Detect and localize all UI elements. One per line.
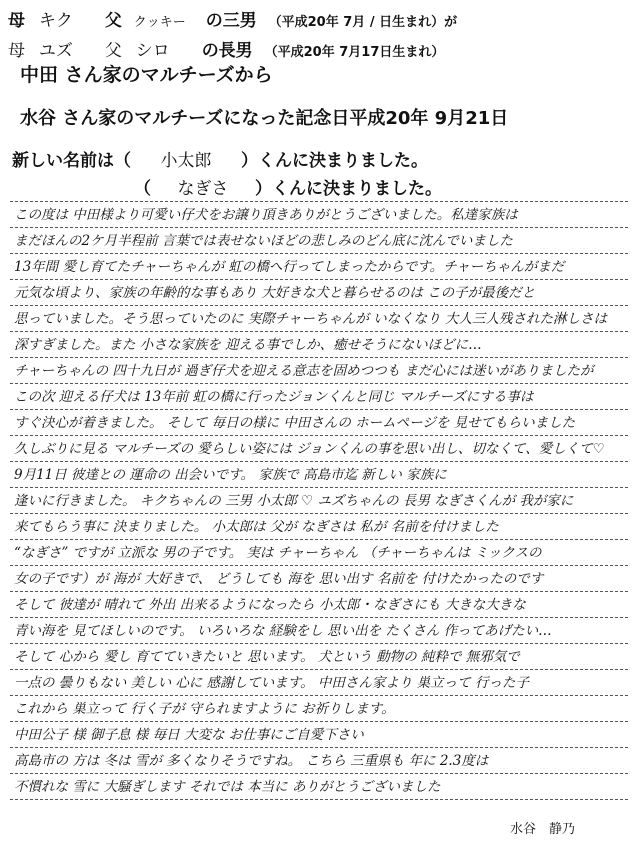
ruled-line: [10, 487, 628, 488]
new-name-nagisa: なぎさ: [177, 179, 229, 199]
ruled-line: [10, 383, 628, 384]
ruled-line: [10, 513, 628, 514]
ruled-line: [10, 773, 628, 774]
letter-line: “なぎさ” ですが 立派な 男の子です。 実は チャーちゃん （チャーちゃんは ミックスの: [14, 545, 542, 561]
name-suffix: ）くんに決まりました。: [255, 179, 442, 199]
letter-line: 来てもらう事に 決まりました。 小太郎は 父が なぎさは 私が 名前を付けました: [14, 519, 499, 535]
letter-line: 元気な頃より、家族の年齢的な事もあり 大好きな犬と暮らせるのは この子が最後だと: [14, 285, 536, 301]
name-suffix: ）くんに決まりました。: [241, 151, 428, 171]
father-name: シロ: [135, 41, 170, 61]
ruled-line: [10, 565, 628, 566]
ruled-line: [10, 409, 628, 410]
ruled-line: [10, 799, 628, 800]
letter-line: この度は 中田様より可愛い仔犬をお譲り頂きありがとうございました。私達家族は: [14, 207, 518, 223]
letter-line: すぐ決心が着きました。 そして 毎日の様に 中田さんの ホームページを 見せてもらいました: [14, 415, 576, 431]
letter-line: 一点の 曇りもない 美しい 心に 感謝しています。 中田さん家より 巣立って 行った子: [14, 675, 529, 691]
name-prefix: （: [134, 179, 151, 199]
ruled-line: [10, 461, 628, 462]
ruled-line: [10, 747, 628, 748]
letter-line: 13年間 愛し育てたチャーちゃんが 虹の橋へ行ってしまったからです。チャーちゃんがまだ: [14, 259, 565, 275]
letter-line: 久しぶりに見る マルチーズの 愛らしい姿には ジョンくんの事を思い出し、切なくて、愛しくて♡: [14, 441, 605, 457]
relation: の三男: [205, 11, 257, 31]
letter-line: 深すぎました。また 小さな家族を 迎える事でしか、癒せそうにないほどに…: [14, 337, 482, 353]
signature: 水谷 静乃: [510, 822, 576, 837]
header-line-2: [8, 36, 444, 61]
letter-line: 不慣れな 雪に 大騒ぎします それでは 本当に ありがとうございました: [14, 779, 441, 795]
letter-line: まだほんの2ケ月半程前 言葉では表せないほどの悲しみのどん底に沈んでいました: [14, 233, 513, 249]
mother-label: 母: [8, 41, 25, 61]
ruled-line: [10, 721, 628, 722]
ruled-line: [10, 695, 628, 696]
letter-line: 女の子です）が 海が 大好きで、 どうしても 海を 思い出す 名前を 付けたかったのです: [14, 571, 544, 587]
ruled-line: [10, 539, 628, 540]
ruled-line: [10, 357, 628, 358]
new-name-kotaro: 小太郎: [160, 151, 212, 171]
mother-label: 母: [8, 11, 25, 31]
letter-line: 逢いに行きました。 キクちゃんの 三男 小太郎 ♡ ユズちゃんの 長男 なぎさくんが 我が家に: [14, 493, 574, 509]
mother-name: ユズ: [38, 41, 73, 61]
header-line-4: 水谷 さん家のマルチーズになった記念日平成20年 9月21日: [20, 108, 509, 129]
ruled-line: [10, 643, 628, 644]
header-line-3: 中田 さん家のマルチーズから: [20, 64, 273, 86]
letter-line: 高島市の 方は 冬は 雪が 多くなりそうですね。 こちら 三重県も 年に 2.3度は: [14, 753, 489, 769]
ruled-line: [10, 435, 628, 436]
letter-line: そして 心から 愛し 育てていきたいと 思います。 犬という 動物の 純粋で 無邪気で: [14, 649, 520, 665]
relation: の長男: [201, 41, 253, 61]
ruled-line: [10, 591, 628, 592]
ruled-line: [10, 331, 628, 332]
letter-line: チャーちゃんの 四十九日が 過ぎ仔犬を迎える意志を固めつつも まだ心には迷いがありましたが: [14, 363, 594, 379]
ruled-line: [10, 201, 628, 202]
letter-line: 中田公子 様 御子息 様 毎日 大変な お仕事にご自愛下さい: [14, 727, 364, 743]
ruled-line: [10, 669, 628, 670]
ruled-line: [10, 227, 628, 228]
ruled-line: [10, 279, 628, 280]
name-prefix: 新しい名前は（: [12, 151, 131, 171]
ruled-line: [10, 253, 628, 254]
father-label: 父: [104, 11, 122, 31]
letter-line: 思っていました。そう思っていたのに 実際チャーちゃんが いなくなり 大人三人残された淋しさは: [14, 311, 607, 327]
letter-line: そして 彼達が 晴れて 外出 出来るようになったら 小太郎・なぎさにも 大きな大きな: [14, 597, 526, 613]
birth-date: （平成20年 7月 / 日生まれ）が: [268, 15, 458, 30]
letter-line: この次 迎える仔犬は 13年前 虹の橋に行ったジョンくんと同じ マルチーズにする事は: [14, 389, 534, 405]
new-name-line-1: [12, 146, 428, 171]
header-line-1: [8, 6, 457, 31]
letter-line: これから 巣立って 行く子が 守られますように お祈りします。: [14, 701, 395, 717]
new-name-line-2: [134, 174, 442, 199]
ruled-line: [10, 305, 628, 306]
letter-line: 青い海を 見てほしいのです。 いろいろな 経験をし 思い出を たくさん 作ってあげたい…: [14, 623, 552, 639]
birth-date: （平成20年 7月17日生まれ）: [264, 45, 445, 60]
father-name: クッキー: [133, 15, 186, 30]
ruled-line: [10, 617, 628, 618]
father-label: 父: [104, 41, 122, 61]
mother-name: キク: [38, 11, 73, 31]
letter-line: 9月11日 彼達との 運命の 出会いです。 家族で 高島市迄 新しい 家族に: [14, 467, 447, 483]
